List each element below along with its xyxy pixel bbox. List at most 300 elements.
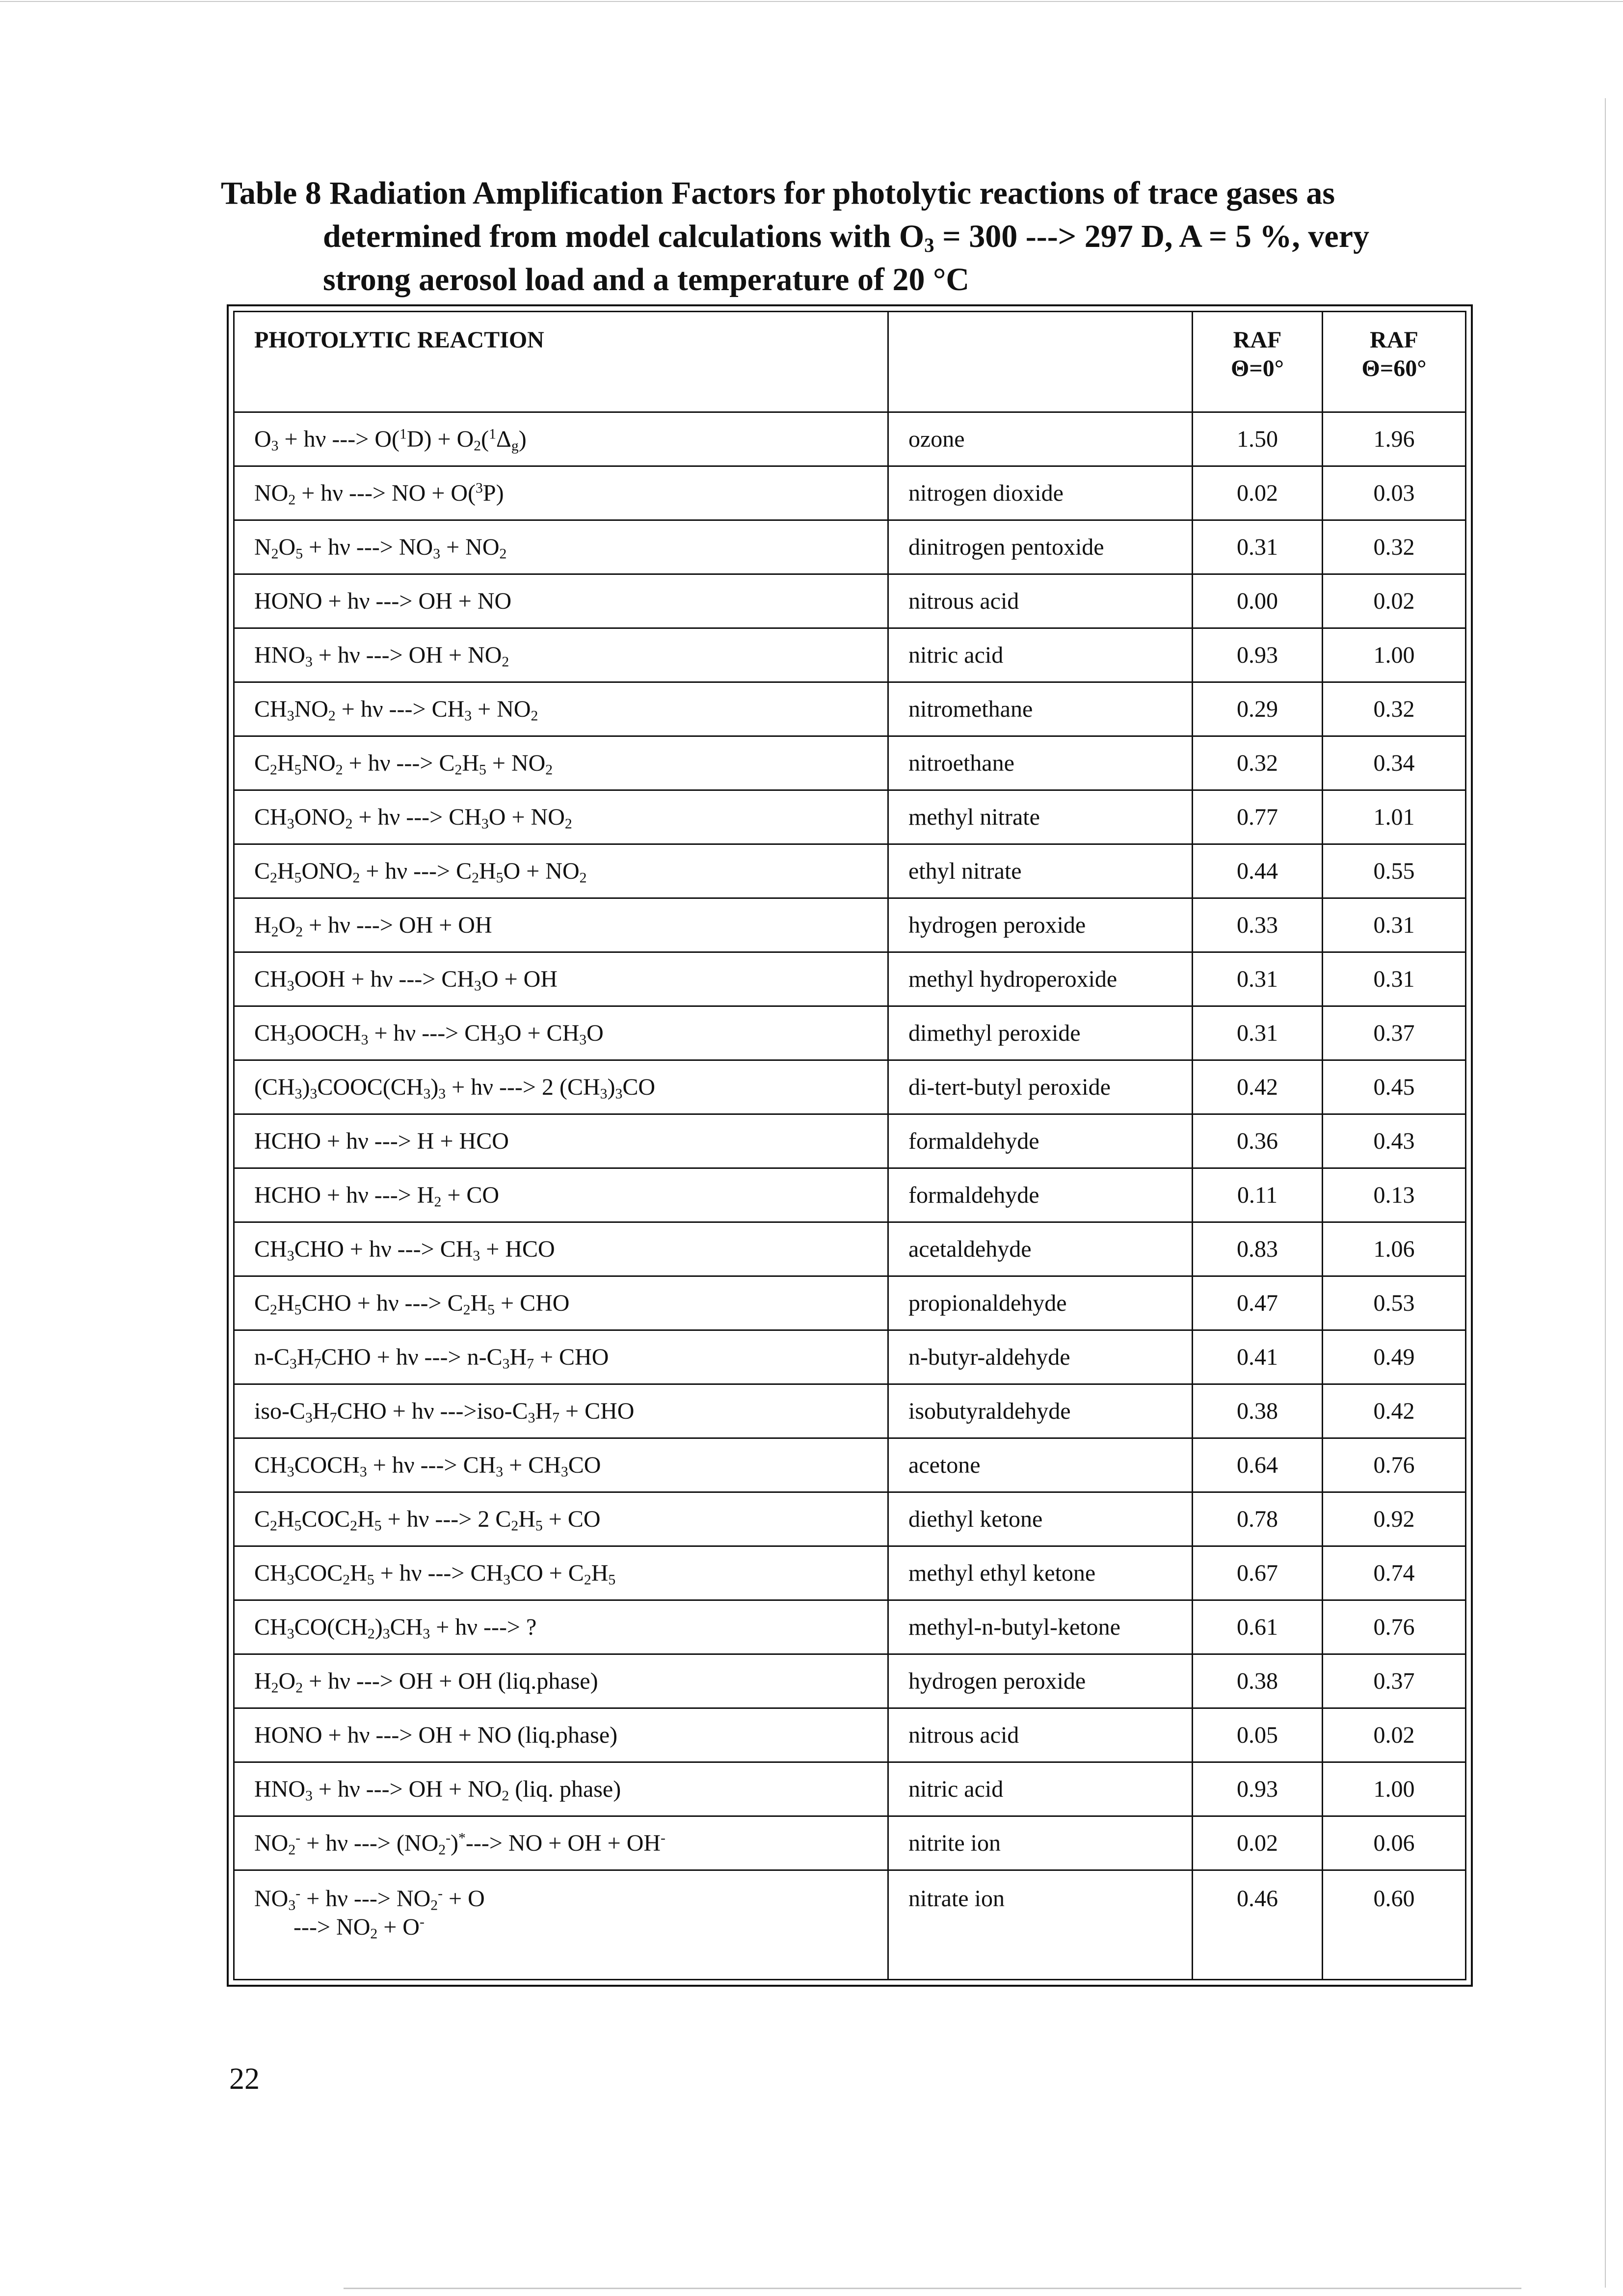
formula-part: COC (301, 1506, 350, 1532)
reaction-formula (254, 426, 527, 452)
table-row (234, 1006, 1466, 1060)
formula-part: - (295, 1885, 301, 1902)
raf-theta-60-cell: 0.02 (1323, 574, 1466, 628)
reaction-formula (254, 1128, 509, 1154)
reaction-cell (234, 1546, 888, 1600)
compound-name-cell: nitric acid (888, 628, 1193, 682)
raf-theta-60-cell: 1.06 (1323, 1222, 1466, 1276)
raf-theta-60-cell: 0.53 (1323, 1276, 1466, 1330)
table-row (234, 1222, 1466, 1276)
formula-part: 2 (328, 707, 336, 724)
reaction-formula (254, 1452, 601, 1478)
reaction-cell (234, 628, 888, 682)
formula-part: 3 (464, 707, 472, 724)
formula-part: 3 (305, 1409, 313, 1426)
formula-part: 7 (329, 1409, 337, 1426)
reaction-formula (254, 642, 509, 668)
formula-part: + hν ---> (NO (300, 1830, 439, 1856)
compound-name-cell: methyl-n-butyl-ketone (888, 1600, 1193, 1654)
formula-part: + hν ---> CH (367, 1452, 496, 1478)
reaction-cell (234, 1384, 888, 1438)
formula-part: 2 (502, 1787, 509, 1804)
formula-part: 2 (270, 869, 277, 886)
raf-theta-0-cell: 0.02 (1193, 466, 1323, 520)
caption-line-2-subscript: 3 (924, 234, 934, 257)
formula-part: 2 (270, 1301, 277, 1318)
formula-part: COC (294, 1560, 343, 1586)
caption-line-3: strong aerosol load and a temperature of 20 °C (323, 262, 970, 297)
formula-part: 3 (294, 1085, 302, 1102)
formula-part: 3 (287, 707, 294, 724)
formula-part: 7 (552, 1409, 560, 1426)
formula-part: ---> NO + OH + OH (465, 1830, 661, 1856)
reaction-formula (254, 1236, 555, 1262)
compound-name-cell: methyl ethyl ketone (888, 1546, 1193, 1600)
formula-part: H (254, 912, 271, 938)
formula-part: + hν ---> CH (374, 1560, 504, 1586)
formula-part: H (535, 1398, 553, 1424)
formula-part: 3 (476, 480, 483, 496)
raf-theta-0-cell: 0.05 (1193, 1708, 1323, 1762)
reaction-formula (254, 750, 553, 776)
formula-part: COOC(CH (317, 1074, 424, 1100)
raf-theta-0-cell: 0.33 (1193, 898, 1323, 952)
formula-part: 3 (481, 815, 489, 832)
reaction-formula (254, 1074, 655, 1100)
raf-theta-0-cell: 0.46 (1193, 1870, 1323, 1980)
table-body (234, 412, 1466, 1980)
compound-name-cell: nitroethane (888, 736, 1193, 790)
raf-theta-0-cell: 0.42 (1193, 1060, 1323, 1114)
table-row (234, 1276, 1466, 1330)
compound-name-cell: acetaldehyde (888, 1222, 1193, 1276)
reaction-cell (234, 844, 888, 898)
formula-part: C (254, 750, 270, 776)
reaction-cell (234, 1168, 888, 1222)
raf-table (233, 311, 1466, 1980)
formula-part: 2 (370, 1925, 378, 1942)
formula-part: + hν ---> O( (278, 426, 399, 452)
table-row (234, 844, 1466, 898)
formula-part: HNO (254, 642, 305, 668)
reaction-cell (234, 1870, 888, 1980)
reaction-cell (234, 1816, 888, 1870)
raf-theta-0-cell: 0.61 (1193, 1600, 1323, 1654)
formula-part: CHO + hν ---> C (301, 1290, 463, 1316)
table-row (234, 1708, 1466, 1762)
formula-part: + hν ---> OH + NO (312, 642, 502, 668)
formula-part: 3 (305, 653, 313, 670)
reaction-cell (234, 1438, 888, 1492)
formula-part: 3 (503, 1571, 511, 1588)
raf-theta-0-cell: 0.11 (1193, 1168, 1323, 1222)
header-photolytic-reaction: PHOTOLYTIC REACTION (234, 312, 888, 412)
formula-part: 5 (294, 1517, 302, 1534)
formula-part: 2 (270, 1517, 277, 1534)
formula-part: 3 (433, 545, 441, 562)
raf-theta-0-cell: 0.31 (1193, 1006, 1323, 1060)
reaction-formula (254, 1344, 609, 1370)
formula-part: O (278, 912, 296, 938)
table-row (234, 1870, 1466, 1980)
table-row (234, 1168, 1466, 1222)
formula-part: O (254, 426, 271, 452)
formula-part: 3 (473, 1247, 480, 1264)
raf-theta-60-cell: 0.60 (1323, 1870, 1466, 1980)
formula-part: n-C (254, 1344, 290, 1370)
formula-part: 5 (496, 869, 504, 886)
reaction-formula (254, 1290, 569, 1316)
bottom-edge-line (344, 2288, 1521, 2289)
formula-part: P) (482, 480, 504, 506)
formula-part: H (518, 1506, 535, 1532)
formula-part: 3 (496, 1463, 504, 1480)
formula-part: HCHO + hν ---> H (254, 1182, 434, 1208)
table-row (234, 1330, 1466, 1384)
reaction-cell (234, 520, 888, 574)
formula-part: ) (374, 1614, 383, 1640)
reaction-formula (254, 966, 558, 992)
reaction-formula (254, 696, 538, 722)
raf-theta-0-cell: 0.00 (1193, 574, 1323, 628)
reaction-cell (234, 898, 888, 952)
raf-theta-60-cell: 0.76 (1323, 1438, 1466, 1492)
formula-part: Δ (496, 426, 511, 452)
formula-part: 3 (600, 1085, 608, 1102)
formula-part: H (591, 1560, 609, 1586)
formula-part: 2 (463, 1301, 471, 1318)
raf-theta-60-cell: 0.02 (1323, 1708, 1466, 1762)
compound-name-cell: nitric acid (888, 1762, 1193, 1816)
compound-name-cell: n-butyr-aldehyde (888, 1330, 1193, 1384)
raf-theta-60-cell: 0.03 (1323, 466, 1466, 520)
formula-part: 2 (271, 923, 279, 940)
formula-part: 3 (361, 1031, 369, 1048)
table-row (234, 628, 1466, 682)
formula-part: * (458, 1830, 466, 1846)
raf-theta-60-cell: 0.37 (1323, 1006, 1466, 1060)
formula-part: + hν ---> ? (430, 1614, 537, 1640)
formula-part: ---> NO (293, 1914, 371, 1940)
formula-part: CH (254, 804, 287, 830)
formula-part: 2 (352, 869, 360, 886)
formula-part: 2 (288, 1841, 296, 1858)
reaction-cell (234, 952, 888, 1006)
reaction-cell (234, 1330, 888, 1384)
formula-part: + CO (441, 1182, 500, 1208)
compound-name-cell: methyl hydroperoxide (888, 952, 1193, 1006)
raf-theta-0-cell: 0.36 (1193, 1114, 1323, 1168)
formula-part: H (277, 1290, 294, 1316)
header-raf-0-angle: Θ=0° (1231, 355, 1284, 381)
formula-part: ) (607, 1074, 615, 1100)
formula-part: - (419, 1914, 425, 1930)
formula-part: H (312, 1398, 330, 1424)
top-edge-line (0, 1, 1623, 2)
table-caption (221, 172, 1477, 301)
formula-part: ) (518, 426, 527, 452)
formula-part: + O (443, 1886, 485, 1912)
raf-theta-60-cell: 0.49 (1323, 1330, 1466, 1384)
reaction-cell (234, 790, 888, 844)
compound-name-cell: nitromethane (888, 682, 1193, 736)
compound-name-cell: dimethyl peroxide (888, 1006, 1193, 1060)
table-row (234, 898, 1466, 952)
table-row (234, 1546, 1466, 1600)
formula-part: O + NO (488, 804, 565, 830)
caption-line-1: Table 8 Radiation Amplification Factors for photolytic reactions of trace gases as (221, 175, 1335, 211)
raf-theta-0-cell: 0.38 (1193, 1384, 1323, 1438)
raf-theta-0-cell: 0.38 (1193, 1654, 1323, 1708)
reaction-formula (254, 1722, 617, 1748)
formula-part: + CO (542, 1506, 601, 1532)
table-row (234, 1060, 1466, 1114)
reaction-formula (254, 480, 504, 506)
formula-part: 2 (454, 761, 462, 778)
compound-name-cell: diethyl ketone (888, 1492, 1193, 1546)
raf-theta-60-cell: 0.32 (1323, 520, 1466, 574)
formula-part: 2 (564, 815, 572, 832)
formula-part: + CHO (559, 1398, 635, 1424)
formula-part: 2 (472, 869, 479, 886)
caption-line-2-part-a: determined from model calculations with O (323, 218, 925, 254)
formula-part: 2 (288, 491, 296, 508)
formula-part: 3 (287, 815, 294, 832)
formula-part: + CHO (495, 1290, 570, 1316)
raf-theta-0-cell: 0.29 (1193, 682, 1323, 736)
formula-part: 3 (287, 1031, 294, 1048)
compound-name-cell: dinitrogen pentoxide (888, 520, 1193, 574)
table-row (234, 1384, 1466, 1438)
formula-part: H (357, 1506, 374, 1532)
compound-name-cell: di-tert-butyl peroxide (888, 1060, 1193, 1114)
formula-part: 2 (295, 923, 303, 940)
formula-part: 3 (310, 1085, 318, 1102)
formula-part: NO (294, 696, 328, 722)
formula-part: 3 (423, 1625, 430, 1642)
formula-part: 3 (287, 1571, 294, 1588)
raf-theta-60-cell: 0.92 (1323, 1492, 1466, 1546)
header-raf-60-title: RAF (1370, 327, 1418, 353)
reaction-cell (234, 1654, 888, 1708)
reaction-formula (254, 1668, 598, 1694)
formula-part: 3 (290, 1355, 297, 1372)
reaction-cell (234, 682, 888, 736)
formula-part: 5 (294, 761, 302, 778)
formula-part: ) (430, 1074, 439, 1100)
formula-part: O (278, 534, 296, 560)
formula-part: O + CH (504, 1020, 580, 1046)
raf-theta-0-cell: 0.31 (1193, 520, 1323, 574)
formula-part: g (511, 437, 519, 454)
formula-part: - (661, 1830, 665, 1846)
formula-part: 5 (294, 869, 302, 886)
formula-part: - (446, 1830, 451, 1846)
compound-name-cell: isobutyraldehyde (888, 1384, 1193, 1438)
page-number: 22 (229, 2062, 260, 2096)
formula-part: 2 (295, 1679, 303, 1696)
table-row (234, 952, 1466, 1006)
compound-name-cell: formaldehyde (888, 1168, 1193, 1222)
formula-part: + hν ---> CH (352, 804, 481, 830)
raf-theta-0-cell: 0.44 (1193, 844, 1323, 898)
formula-part: CH (254, 1614, 287, 1640)
reaction-formula (254, 1830, 665, 1856)
formula-part: 3 (288, 1897, 296, 1914)
header-compound-name (888, 312, 1193, 412)
raf-theta-60-cell: 0.76 (1323, 1600, 1466, 1654)
formula-part: CH (254, 1020, 287, 1046)
reaction-formula (254, 1776, 621, 1802)
caption-line-2 (221, 215, 1477, 258)
formula-part: + hν ---> CH (335, 696, 465, 722)
formula-part: CHO + hν ---> n-C (321, 1344, 503, 1370)
formula-part: CH (254, 966, 287, 992)
reaction-cell (234, 736, 888, 790)
formula-part: CH (254, 1452, 287, 1478)
reaction-formula (254, 1506, 601, 1532)
table-row (234, 466, 1466, 520)
compound-name-cell: hydrogen peroxide (888, 898, 1193, 952)
table-frame (227, 304, 1473, 1987)
raf-theta-60-cell: 0.31 (1323, 952, 1466, 1006)
raf-theta-0-cell: 0.83 (1193, 1222, 1323, 1276)
raf-theta-60-cell: 0.42 (1323, 1384, 1466, 1438)
formula-part: HONO + hν ---> OH + NO (liq.phase) (254, 1722, 618, 1748)
formula-part: H (350, 1560, 367, 1586)
formula-part: + hν ---> C (343, 750, 455, 776)
formula-part: D) + O (406, 426, 474, 452)
reaction-formula (254, 588, 511, 614)
raf-theta-60-cell: 0.74 (1323, 1546, 1466, 1600)
reaction-cell (234, 1600, 888, 1654)
formula-part: COCH (294, 1452, 360, 1478)
formula-part: + hν ---> 2 C (381, 1506, 511, 1532)
formula-part: 2 (434, 1193, 442, 1210)
raf-theta-60-cell: 0.37 (1323, 1654, 1466, 1708)
formula-part: + hν ---> CH (368, 1020, 497, 1046)
formula-part: + HCO (480, 1236, 555, 1262)
formula-part: HONO + hν ---> OH + NO (254, 588, 512, 614)
formula-part: + O (377, 1914, 420, 1940)
raf-theta-0-cell: 0.77 (1193, 790, 1323, 844)
table-row (234, 1114, 1466, 1168)
formula-part: 5 (479, 761, 486, 778)
formula-part: 3 (528, 1409, 535, 1426)
formula-part: ONO (301, 858, 353, 884)
formula-part: H (277, 1506, 294, 1532)
formula-part: 3 (287, 1247, 294, 1264)
compound-name-cell: ethyl nitrate (888, 844, 1193, 898)
compound-name-cell: acetone (888, 1438, 1193, 1492)
formula-part: 3 (615, 1085, 623, 1102)
formula-part: + hν ---> NO + O( (295, 480, 476, 506)
caption-line-2-part-b: = 300 ---> 297 D, A = 5 %, very (934, 218, 1370, 254)
formula-part: N (254, 534, 271, 560)
reaction-cell (234, 1276, 888, 1330)
formula-part: CO(CH (294, 1614, 368, 1640)
formula-part: 2 (270, 761, 277, 778)
formula-part: 5 (535, 1517, 543, 1534)
formula-part: 3 (271, 437, 279, 454)
formula-part: + hν ---> OH + NO (312, 1776, 502, 1802)
formula-part: 3 (502, 1355, 510, 1372)
raf-theta-60-cell: 0.31 (1323, 898, 1466, 952)
formula-part: + hν ---> OH + OH (liq.phase) (303, 1668, 598, 1694)
formula-part: 3 (438, 1085, 446, 1102)
compound-name-cell: nitrate ion (888, 1870, 1193, 1980)
raf-theta-0-cell: 0.41 (1193, 1330, 1323, 1384)
formula-part: ) (451, 1830, 459, 1856)
formula-part: CHO + hν ---> CH (294, 1236, 473, 1262)
formula-part: 3 (382, 1625, 390, 1642)
table-row (234, 1816, 1466, 1870)
formula-part: 3 (287, 977, 294, 994)
formula-part: 5 (367, 1571, 374, 1588)
raf-theta-0-cell: 0.67 (1193, 1546, 1323, 1600)
reaction-formula (254, 534, 506, 560)
raf-theta-60-cell: 0.55 (1323, 844, 1466, 898)
formula-part: H (509, 1344, 527, 1370)
table-row (234, 1762, 1466, 1816)
table-row (234, 682, 1466, 736)
formula-part: OOCH (294, 1020, 361, 1046)
compound-name-cell: nitrite ion (888, 1816, 1193, 1870)
formula-part: 2 (511, 1517, 519, 1534)
formula-part: O (586, 1020, 604, 1046)
formula-part: + hν ---> OH + OH (303, 912, 492, 938)
formula-part: 2 (335, 761, 343, 778)
formula-part: HNO (254, 1776, 305, 1802)
compound-name-cell: propionaldehyde (888, 1276, 1193, 1330)
formula-part: 2 (271, 1679, 279, 1696)
reaction-cell (234, 574, 888, 628)
formula-part: 3 (579, 1031, 587, 1048)
formula-part: + hν ---> NO (300, 1886, 431, 1912)
reaction-cell (234, 1114, 888, 1168)
raf-theta-0-cell: 0.31 (1193, 952, 1323, 1006)
reaction-cell (234, 1006, 888, 1060)
formula-part: OOH + hν ---> CH (294, 966, 475, 992)
formula-part: HCHO + hν ---> H + HCO (254, 1128, 509, 1154)
reaction-cell (234, 1492, 888, 1546)
raf-theta-60-cell: 0.34 (1323, 736, 1466, 790)
reaction-formula (254, 804, 572, 830)
reaction-formula (254, 1182, 499, 1208)
reaction-cell (234, 1708, 888, 1762)
table-row (234, 412, 1466, 466)
raf-theta-0-cell: 0.47 (1193, 1276, 1323, 1330)
formula-part: - (295, 1830, 301, 1846)
reaction-formula (254, 1560, 615, 1586)
raf-theta-60-cell: 0.45 (1323, 1060, 1466, 1114)
formula-part: CHO + hν --->iso-C (337, 1398, 528, 1424)
raf-theta-60-cell: 1.01 (1323, 790, 1466, 844)
raf-theta-60-cell: 0.13 (1323, 1168, 1466, 1222)
raf-theta-0-cell: 0.64 (1193, 1438, 1323, 1492)
reaction-cell (234, 1762, 888, 1816)
formula-part: CO (622, 1074, 656, 1100)
raf-theta-0-cell: 0.32 (1193, 736, 1323, 790)
formula-part: 5 (608, 1571, 616, 1588)
reaction-cell (234, 1060, 888, 1114)
raf-theta-60-cell: 1.96 (1323, 412, 1466, 466)
raf-theta-0-cell: 1.50 (1193, 412, 1323, 466)
formula-part: + CHO (533, 1344, 609, 1370)
formula-part: 2 (367, 1625, 375, 1642)
formula-part: C (254, 1290, 270, 1316)
formula-part: 2 (531, 707, 538, 724)
